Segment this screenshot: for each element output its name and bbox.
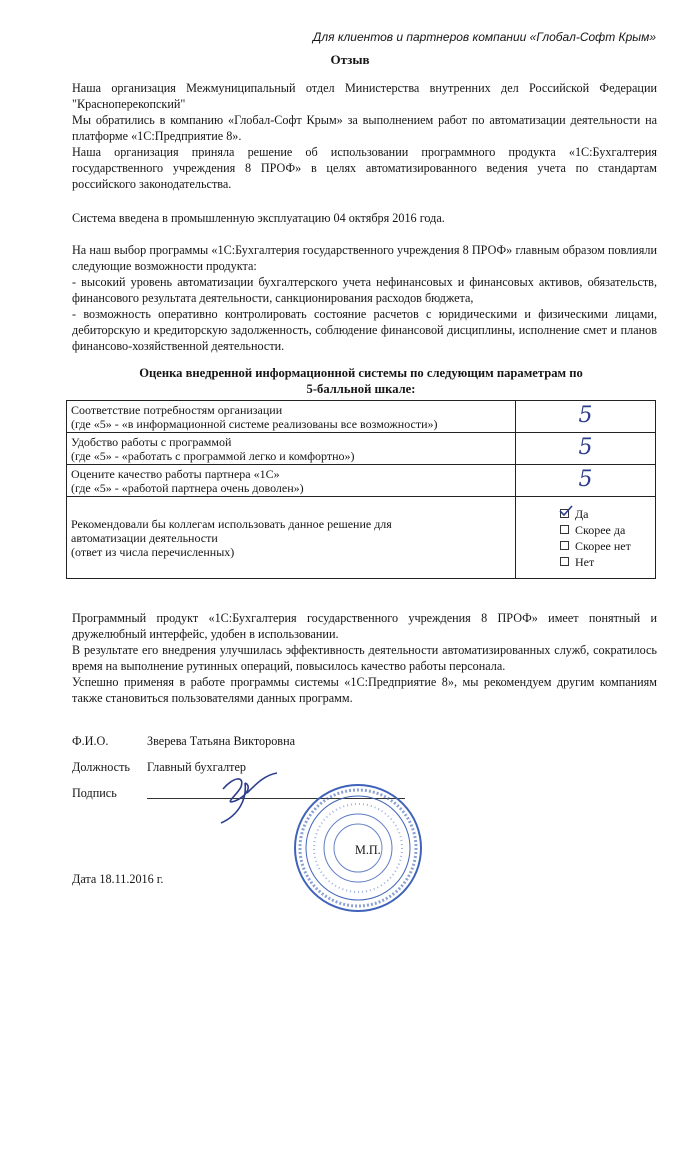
system-date: Система введена в промышленную эксплуатацию 04 октября 2016 года.: [72, 211, 445, 225]
intro-request: Мы обратились в компанию «Глобал-Софт Крым» за выполнением работ по автоматизации деятельности на платформе «1С:Предприятие 8».: [72, 113, 657, 143]
checkbox[interactable]: [560, 557, 569, 566]
option-label: Да: [575, 506, 589, 521]
eval-title-line-1: Оценка внедренной информационной системы по следующим параметрам по: [139, 366, 583, 380]
date-value: 18.11.2016 г.: [99, 872, 164, 886]
option-label: Скорее да: [575, 522, 626, 537]
handwritten-score: 5: [578, 434, 593, 460]
conclusion-3: Успешно применяя в работе программы системы «1С:Предприятие 8», мы рекомендуем другим компаниям также становиться пользователями данных программ.: [72, 675, 657, 705]
choice-item-2: - возможность оперативно контролировать состояние расчетов с юридическими и физическими лицами, дебиторскую и кредиторскую задолженность, соблюдение финансовой дисциплины, исполнение смет и планов финансово-хозяйственной деятельности.: [72, 307, 657, 353]
choice-intro: На наш выбор программы «1С:Бухгалтерия государственного учреждения 8 ПРОФ» главным образом повлияли следующие возможности продукта:: [72, 243, 657, 273]
recommend-line-3: (ответ из числа перечисленных): [71, 544, 235, 559]
eval-row: [67, 433, 656, 465]
intro-org: Наша организация Межмуниципальный отдел Министерства внутренних дел Российской Федерации "Красноперекопский": [72, 81, 657, 111]
option-no[interactable]: [560, 554, 651, 570]
option-label: Скорее нет: [575, 538, 631, 553]
recommend-options: [516, 497, 656, 579]
recommend-row: [67, 497, 656, 579]
conclusion-2: В результате его внедрения улучшилась эффективность деятельности автоматизированных служб, сократилось время на выполнение рутинных операций, повысилось качество работы персонала.: [72, 643, 657, 673]
choice-section: [72, 242, 657, 354]
intro-decision: Наша организация приняла решение об использовании программного продукта «1С:Бухгалтерия государственного учреждения 8 ПРОФ» в целях автоматизированного ведения учета по стандартам российского законодательства.: [72, 145, 657, 191]
intro-section: [72, 80, 657, 192]
handwritten-signature: [205, 765, 295, 835]
criterion-title: Удобство работы с программой: [71, 434, 232, 449]
criterion-note: (где «5» - «работой партнера очень доволен»): [71, 480, 304, 495]
criterion-note: (где «5» - «работать с программой легко и комфортно»): [71, 448, 355, 463]
date-label: Дата: [72, 872, 97, 886]
checkbox-checked[interactable]: [560, 509, 569, 518]
eval-row: [67, 401, 656, 433]
recommend-line-1: Рекомендовали бы коллегам использовать данное решение для: [71, 516, 392, 531]
position-label: Должность: [72, 760, 130, 774]
eval-score-cell: [516, 465, 656, 497]
conclusion-section: [72, 610, 657, 706]
evaluation-table: [66, 400, 656, 579]
handwritten-score: 5: [578, 466, 593, 492]
eval-title-line-2: 5-балльной шкале:: [306, 382, 416, 396]
signature-label: Подпись: [72, 786, 117, 800]
fio-value: Зверева Татьяна Викторовна: [147, 734, 295, 748]
date-line: [72, 872, 163, 887]
eval-row: [67, 465, 656, 497]
eval-criterion: [67, 401, 516, 433]
check-mark-icon: [559, 505, 573, 517]
recommend-line-2: автоматизации деятельности: [71, 530, 218, 545]
eval-score-cell: [516, 401, 656, 433]
eval-criterion: [67, 433, 516, 465]
fio-label: Ф.И.О.: [72, 734, 109, 748]
option-rather-yes[interactable]: [560, 522, 651, 538]
recommend-question: [67, 497, 516, 579]
criterion-note: (где «5» - «в информационной системе реализованы все возможности»): [71, 416, 438, 431]
position-value: Главный бухгалтер: [147, 760, 247, 774]
checkbox[interactable]: [560, 525, 569, 534]
stamp-label: М.П.: [355, 843, 381, 857]
option-yes[interactable]: [560, 506, 651, 522]
conclusion-1: Программный продукт «1С:Бухгалтерия государственного учреждения 8 ПРОФ» имеет понятный и дружелюбный интерфейс, удобен в использовании.: [72, 611, 657, 641]
criterion-title: Оцените качество работы партнера «1С»: [71, 466, 280, 481]
option-label: Нет: [575, 554, 595, 569]
handwritten-score: 5: [578, 402, 593, 428]
header-note: Для клиентов и партнеров компании «Глобал-Софт Крым»: [312, 30, 656, 44]
document-title: Отзыв: [330, 52, 370, 67]
eval-title: [66, 365, 656, 397]
checkbox[interactable]: [560, 541, 569, 550]
criterion-title: Соответствие потребностям организации: [71, 402, 283, 417]
eval-criterion: [67, 465, 516, 497]
choice-item-1: - высокий уровень автоматизации бухгалтерского учета нефинансовых и финансовых активов, обязательств, финансового результата деятельности, санкционирования расходов бюджета,: [72, 275, 657, 305]
option-rather-no[interactable]: [560, 538, 651, 554]
eval-score-cell: [516, 433, 656, 465]
